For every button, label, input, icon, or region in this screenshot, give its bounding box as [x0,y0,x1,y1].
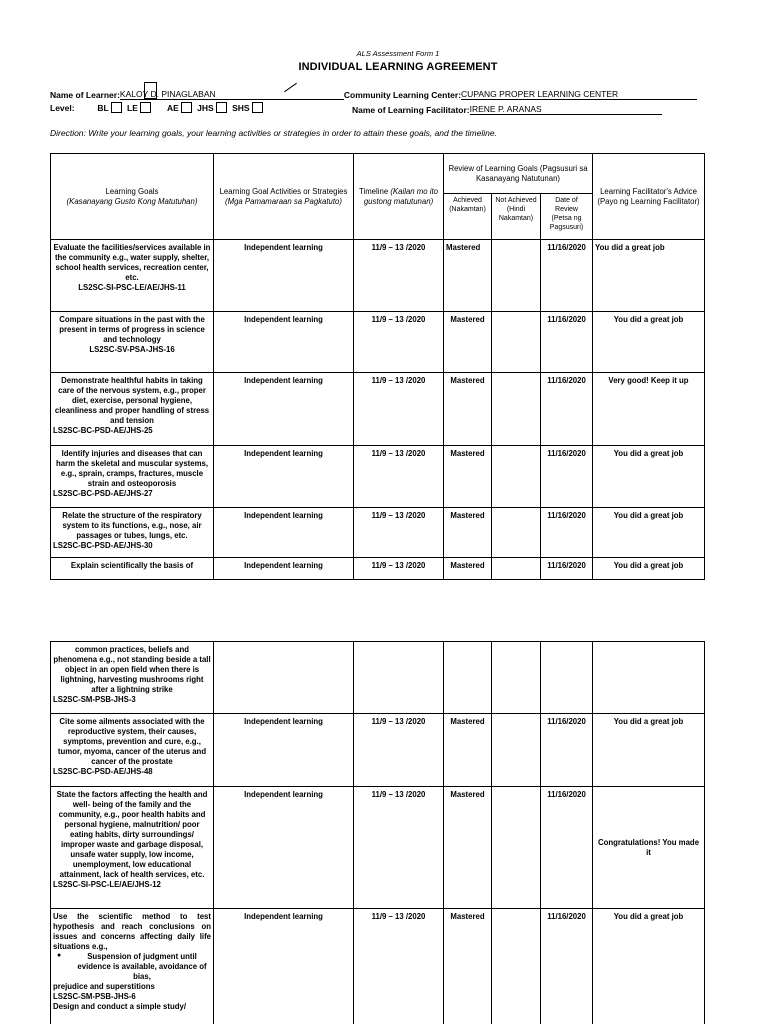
timeline-cell: 11/9 – 13 /2020 [354,508,444,558]
advice-cell: You did a great job [593,240,705,312]
timeline-cell: 11/9 – 13 /2020 [354,446,444,508]
learner-row [50,89,697,100]
timeline-cell: 11/9 – 13 /2020 [354,909,444,1024]
achieved-cell: Mastered [444,787,492,909]
goal-bullet-item: ● Suspension of judgment until evidence is available, avoidance of bias, [71,952,211,982]
not-achieved-cell [492,446,541,508]
level-option-le: LE [127,103,138,113]
not-achieved-cell [492,558,541,580]
not-achieved-cell [492,240,541,312]
review-date-cell: 11/16/2020 [541,508,593,558]
achieved-cell: Mastered [444,714,492,787]
timeline-cell: 11/9 – 13 /2020 [354,558,444,580]
advice-header: Learning Facilitator's Advice (Payo ng Learning Facilitator) [593,154,705,240]
activities-header [214,154,354,240]
facilitator-row [352,104,662,115]
activity-cell: Independent learning [214,714,354,787]
advice-cell [593,642,705,714]
table-row [51,240,705,312]
facilitator-field[interactable] [470,104,662,115]
goal-text: common practices, beliefs and phenomena e.g., not standing beside a tall object in an open field when there is lightning, harvesting mushrooms right after a lightning strike [53,645,211,694]
review-date-cell: 11/16/2020 [541,787,593,909]
review-date-cell: 11/16/2020 [541,373,593,446]
table-row [51,558,705,580]
goal-cell [51,714,214,787]
review-date-cell: 11/16/2020 [541,240,593,312]
not-achieved-header-sub: (Hindi Nakamtan) [498,205,534,222]
not-achieved-cell [492,373,541,446]
goal-code: LS2SC-BC-PSD-AE/JHS-27 [53,488,153,498]
table-row [51,446,705,508]
activity-cell: Independent learning [214,240,354,312]
table-row [51,909,705,1024]
advice-cell: You did a great job [593,446,705,508]
facilitator-label: Name of Learning Facilitator: [352,105,470,115]
community-field[interactable] [461,89,697,100]
not-achieved-cell [492,787,541,909]
timeline-header [354,154,444,240]
learner-name-field[interactable] [120,89,344,100]
review-date-cell [541,642,593,714]
timeline-cell: 11/9 – 13 /2020 [354,714,444,787]
goal-code: LS2SC-SM-PSB-JHS-3 [53,694,136,704]
goal-text: Explain scientifically the basis of [70,561,194,570]
level-checkbox-bl[interactable] [111,102,122,113]
goal-code: LS2SC-BC-PSD-AE/JHS-48 [53,766,153,776]
learner-label: Name of Learner: [50,90,120,100]
form-number: ALS Assessment Form 1 [356,49,440,58]
level-option-shs: SHS [232,103,250,113]
achieved-cell: Mastered [444,446,492,508]
review-date-cell: 11/16/2020 [541,446,593,508]
level-checkbox-le[interactable] [140,102,151,113]
achieved-cell: Mastered [444,373,492,446]
goal-cell [51,446,214,508]
timeline-cell: 11/9 – 13 /2020 [354,373,444,446]
activities-header-label: Learning Goal Activities or Strategies [219,186,348,196]
learner-name-value: KALOY D. PINAGLABAN [119,89,216,99]
goal-text: Evaluate the facilities/services available in the community e.g., water supply, shelter, school health services, recreation center, etc. [53,243,211,282]
level-option-jhs: JHS [197,103,214,113]
advice-cell: You did a great job [593,909,705,1024]
not-achieved-cell [492,909,541,1024]
table-row [51,714,705,787]
goal-text: Relate the structure of the respiratory system to its functions, e.g., nose, air passages or tubes, lungs, etc. [62,511,202,540]
goal-text: State the factors affecting the health and well- being of the family and the community, e.g., poor health habits and personal hygiene, malnutrition/ poor eating habits, dirty surroundings/ improper waste and garbage disposal, unsafe water supply, low income, unemployment, low educational attainment, lack of health services, etc. [56,790,208,879]
timeline-cell: 11/9 – 13 /2020 [354,240,444,312]
achieved-header-sub: (Nakamtan) [449,205,486,213]
direction-text: Direction: Write your learning goals, your learning activities or strategies in order to attain these goals, and the timeline. [50,128,497,138]
community-label: Community Learning Center: [343,90,462,100]
goals-header-sub: (Kasanayang Gusto Kong Matutuhan) [66,196,198,206]
not-achieved-cell [492,312,541,373]
not-achieved-cell [492,508,541,558]
not-achieved-header [492,194,541,240]
timeline-cell: 11/9 – 13 /2020 [354,787,444,909]
activity-cell: Independent learning [214,373,354,446]
not-achieved-header-label: Not Achieved [495,197,537,204]
activity-cell: Independent learning [214,312,354,373]
timeline-cell: 11/9 – 13 /2020 [354,312,444,373]
advice-cell: You did a great job [593,558,705,580]
goal-cell [51,312,214,373]
goal-code: LS2SC-BC-PSD-AE/JHS-25 [53,425,153,435]
level-checkbox-jhs[interactable] [216,102,227,113]
achieved-cell: Mastered [444,240,492,312]
activities-header-sub: (Mga Pamamaraan sa Pagkatuto) [224,196,342,206]
activity-cell: Independent learning [214,787,354,909]
advice-cell: You did a great job [593,312,705,373]
community-value: CUPANG PROPER LEARNING CENTER [461,89,619,99]
activity-cell: Independent learning [214,909,354,1024]
advice-cell: Very good! Keep it up [593,373,705,446]
not-achieved-cell [492,714,541,787]
achieved-cell: Mastered [444,909,492,1024]
review-date-cell: 11/16/2020 [541,714,593,787]
review-date-cell: 11/16/2020 [541,558,593,580]
goal-code: LS2SC-SV-PSA-JHS-16 [89,344,175,354]
activity-cell [214,642,354,714]
activity-cell: Independent learning [214,446,354,508]
goal-code: LS2SC-SM-PSB-JHS-6 [53,991,136,1001]
goal-text-tail: prejudice and superstitions [53,981,155,991]
level-option-ae: AE [166,103,179,113]
achieved-cell: Mastered [444,558,492,580]
table-row [51,373,705,446]
level-checkbox-shs[interactable] [252,102,263,113]
achieved-cell: Mastered [444,312,492,373]
timeline-cell [354,642,444,714]
goal-cell [51,558,214,580]
goal-code: LS2SC-SI-PSC-LE/AE/JHS-12 [53,879,161,889]
learning-agreement-table-page-1 [50,153,705,580]
date-review-header [541,194,593,240]
goal-text: Compare situations in the past with the present in terms of progress in science and technology [59,315,205,344]
goal-cell [51,642,214,714]
goal-cell [51,909,214,1024]
level-option-bl: BL [97,103,109,113]
timeline-header-sub: (Kailan mo ito gustong matutunan) [363,186,439,206]
goal-code: LS2SC-BC-PSD-AE/JHS-30 [53,540,153,550]
activity-cell: Independent learning [214,558,354,580]
activity-cell: Independent learning [214,508,354,558]
table-row [51,312,705,373]
advice-cell: You did a great job [593,508,705,558]
goal-cell [51,373,214,446]
level-checkbox-ae[interactable] [181,102,192,113]
advice-cell: Congratulations! You made it [593,787,705,909]
achieved-header-label: Achieved [453,197,482,204]
goal-cell [51,787,214,909]
goal-text: Demonstrate healthful habits in taking care of the nervous system, e.g., proper diet, exercise, personal hygiene, cleanliness and proper handling of stress and tension [54,376,210,425]
table-header-row [51,154,705,194]
table-row [51,787,705,909]
date-review-header-label: Date of Review [555,197,578,213]
achieved-cell [444,642,492,714]
timeline-header-label: Timeline [358,186,389,196]
achieved-cell: Mastered [444,508,492,558]
review-date-cell: 11/16/2020 [541,909,593,1024]
goal-next-text: Design and conduct a simple study/ [53,1001,187,1011]
goal-cell [51,240,214,312]
achieved-header [444,194,492,240]
not-achieved-cell [492,642,541,714]
facilitator-value: IRENE P. ARANAS [469,104,542,114]
goal-text: Identify injuries and diseases that can harm the skeletal and muscular systems, e.g., sprain, cramps, fractures, muscle strain and osteoporosis [55,449,209,488]
level-label: Level: [50,103,75,113]
date-review-header-sub: (Petsa ng Pagsusuri) [549,214,584,231]
table-row [51,508,705,558]
document-title: INDIVIDUAL LEARNING AGREEMENT [298,61,498,73]
goal-code: LS2SC-SI-PSC-LE/AE/JHS-11 [78,282,186,292]
goal-bullet-list [71,952,211,982]
goal-cell [51,508,214,558]
goal-text: Use the scientific method to test hypothesis and reach conclusions on issues and concerns affecting daily life situations e.g., [53,912,211,951]
learning-agreement-table-page-2 [50,641,705,1024]
goal-text: Cite some ailments associated with the reproductive system, their causes, symptoms, prevention and cure, e.g., tumor, myoma, cancer of the uterus and cancer of the prostate [57,717,207,766]
advice-cell: You did a great job [593,714,705,787]
goals-header-label: Learning Goals [105,186,159,196]
table-row [51,642,705,714]
level-row [50,102,266,113]
review-date-cell: 11/16/2020 [541,312,593,373]
review-header: Review of Learning Goals (Pagsusuri sa Kasanayang Natutunan) [444,154,593,194]
goals-header [51,154,214,240]
